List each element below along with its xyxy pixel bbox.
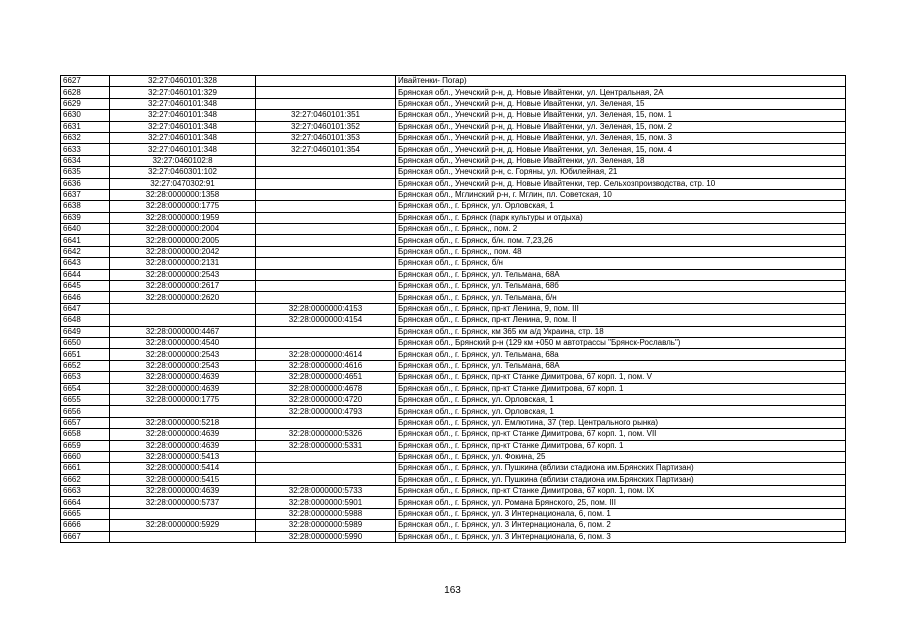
row-number-cell: 6638: [61, 201, 110, 212]
table-row: [61, 144, 846, 155]
cadastral-number-cell: 32:28:0000000:4639: [110, 372, 256, 383]
sub-cadastral-number-cell: 32:28:0000000:4616: [256, 360, 396, 371]
row-number-cell: 6653: [61, 372, 110, 383]
cadastral-number-cell: [110, 315, 256, 326]
table-row: [61, 246, 846, 257]
table-row: [61, 474, 846, 485]
table-row: [61, 212, 846, 223]
table-row: [61, 281, 846, 292]
table-row: [61, 417, 846, 428]
cadastral-number-cell: 32:28:0000000:2617: [110, 281, 256, 292]
address-cell: Брянская обл., Унечский р-н, д. Новые Ивайтенки, ул. Зеленая, 15, пом. 3: [396, 132, 846, 143]
sub-cadastral-number-cell: 32:28:0000000:4154: [256, 315, 396, 326]
address-cell: Брянская обл., г. Брянск, ул. Тельмана, 68а: [396, 349, 846, 360]
sub-cadastral-number-cell: 32:28:0000000:5331: [256, 440, 396, 451]
cadastral-number-cell: 32:28:0000000:2543: [110, 360, 256, 371]
cadastral-number-cell: 32:28:0000000:1775: [110, 201, 256, 212]
cadastral-number-cell: 32:28:0000000:4639: [110, 440, 256, 451]
cadastral-number-cell: 32:27:0470302:91: [110, 178, 256, 189]
table-row: [61, 224, 846, 235]
cadastral-number-cell: 32:27:0460102:8: [110, 155, 256, 166]
table-row: [61, 201, 846, 212]
row-number-cell: 6646: [61, 292, 110, 303]
row-number-cell: 6651: [61, 349, 110, 360]
table-row: [61, 292, 846, 303]
row-number-cell: 6640: [61, 224, 110, 235]
table-row: [61, 463, 846, 474]
row-number-cell: 6634: [61, 155, 110, 166]
address-cell: Брянская обл., г. Брянск, ул. Пушкина (вблизи стадиона им.Брянских Партизан): [396, 474, 846, 485]
address-cell: Брянская обл., г. Брянск, ул. 3 Интернационала, 6, пом. 3: [396, 531, 846, 542]
address-cell: Брянская обл., г. Брянск, ул. Тельмана, б/н: [396, 292, 846, 303]
address-cell: Брянская обл., г. Брянск, ул. Фокина, 25: [396, 451, 846, 462]
sub-cadastral-number-cell: 32:28:0000000:4678: [256, 383, 396, 394]
property-registry-table: [60, 75, 846, 543]
address-cell: Брянская обл., Унечский р-н, д. Новые Ивайтенки, тер. Сельхозпроизводства, стр. 10: [396, 178, 846, 189]
sub-cadastral-number-cell: [256, 201, 396, 212]
cadastral-number-cell: [110, 531, 256, 542]
cadastral-number-cell: 32:28:0000000:4639: [110, 383, 256, 394]
table-row: [61, 406, 846, 417]
sub-cadastral-number-cell: [256, 155, 396, 166]
cadastral-number-cell: 32:28:0000000:2131: [110, 258, 256, 269]
address-cell: Брянская обл., г. Брянск, ул. Тельмана, 68А: [396, 269, 846, 280]
address-cell: Брянская обл., г. Брянск, ул. Орловская, 1: [396, 394, 846, 405]
sub-cadastral-number-cell: [256, 178, 396, 189]
table-row: [61, 497, 846, 508]
table-row: [61, 429, 846, 440]
address-cell: Брянская обл., г. Брянск, пр-кт Станке Димитрова, 67 корп. 1, пом. VII: [396, 429, 846, 440]
table-row: [61, 155, 846, 166]
table-row: [61, 258, 846, 269]
address-cell: Брянская обл., г. Брянск, пр-кт Ленина, 9, пом. III: [396, 303, 846, 314]
table-row: [61, 451, 846, 462]
cadastral-number-cell: [110, 508, 256, 519]
sub-cadastral-number-cell: [256, 212, 396, 223]
cadastral-number-cell: 32:27:0460101:348: [110, 98, 256, 109]
cadastral-number-cell: 32:28:0000000:5413: [110, 451, 256, 462]
row-number-cell: 6641: [61, 235, 110, 246]
address-cell: Брянская обл., Унечский р-н, д. Новые Ивайтенки, ул. Зеленая, 18: [396, 155, 846, 166]
registry-table-body: [61, 76, 846, 543]
table-row: [61, 98, 846, 109]
table-row: [61, 269, 846, 280]
row-number-cell: 6627: [61, 76, 110, 87]
table-row: [61, 167, 846, 178]
cadastral-number-cell: 32:27:0460101:348: [110, 144, 256, 155]
table-row: [61, 76, 846, 87]
page-number: 163: [444, 585, 461, 596]
sub-cadastral-number-cell: [256, 326, 396, 337]
sub-cadastral-number-cell: [256, 167, 396, 178]
sub-cadastral-number-cell: 32:27:0460101:354: [256, 144, 396, 155]
table-row: [61, 486, 846, 497]
row-number-cell: 6659: [61, 440, 110, 451]
address-cell: Брянская обл., г. Брянск, ул. Орловская, 1: [396, 201, 846, 212]
row-number-cell: 6636: [61, 178, 110, 189]
address-cell: Брянская обл., г. Брянск, ул. Орловская, 1: [396, 406, 846, 417]
cadastral-number-cell: 32:27:0460101:348: [110, 110, 256, 121]
cadastral-number-cell: 32:28:0000000:4540: [110, 337, 256, 348]
row-number-cell: 6649: [61, 326, 110, 337]
address-cell: Брянская обл., Мглинский р-н, г. Мглин, пл. Советская, 10: [396, 189, 846, 200]
cadastral-number-cell: 32:28:0000000:2004: [110, 224, 256, 235]
row-number-cell: 6635: [61, 167, 110, 178]
cadastral-number-cell: 32:28:0000000:4467: [110, 326, 256, 337]
sub-cadastral-number-cell: 32:27:0460101:353: [256, 132, 396, 143]
row-number-cell: 6654: [61, 383, 110, 394]
sub-cadastral-number-cell: 32:27:0460101:351: [256, 110, 396, 121]
row-number-cell: 6652: [61, 360, 110, 371]
address-cell: Брянская обл., г. Брянск, ул. Тельмана, 68б: [396, 281, 846, 292]
address-cell: Брянская обл., Унечский р-н, д. Новые Ивайтенки, ул. Зеленая, 15: [396, 98, 846, 109]
cadastral-number-cell: 32:27:0460101:328: [110, 76, 256, 87]
address-cell: Брянская обл., г. Брянск, ул. Романа Брянского, 25, пом. III: [396, 497, 846, 508]
row-number-cell: 6628: [61, 87, 110, 98]
cadastral-number-cell: 32:28:0000000:2042: [110, 246, 256, 257]
sub-cadastral-number-cell: [256, 269, 396, 280]
table-row: [61, 132, 846, 143]
sub-cadastral-number-cell: [256, 292, 396, 303]
cadastral-number-cell: 32:27:0460101:348: [110, 121, 256, 132]
sub-cadastral-number-cell: [256, 281, 396, 292]
row-number-cell: 6639: [61, 212, 110, 223]
sub-cadastral-number-cell: 32:28:0000000:4720: [256, 394, 396, 405]
sub-cadastral-number-cell: 32:28:0000000:4793: [256, 406, 396, 417]
cadastral-number-cell: [110, 303, 256, 314]
table-row: [61, 531, 846, 542]
row-number-cell: 6665: [61, 508, 110, 519]
table-row: [61, 121, 846, 132]
cadastral-number-cell: 32:28:0000000:4639: [110, 486, 256, 497]
sub-cadastral-number-cell: 32:28:0000000:5989: [256, 520, 396, 531]
sub-cadastral-number-cell: [256, 337, 396, 348]
table-row: [61, 440, 846, 451]
table-row: [61, 326, 846, 337]
cadastral-number-cell: 32:28:0000000:5737: [110, 497, 256, 508]
cadastral-number-cell: 32:28:0000000:4639: [110, 429, 256, 440]
table-row: [61, 110, 846, 121]
cadastral-number-cell: 32:28:0000000:1775: [110, 394, 256, 405]
address-cell: Брянская обл., г. Брянск, пр-кт Станке Димитрова, 67 корп. 1: [396, 383, 846, 394]
address-cell: Брянская обл., г. Брянск,, пом. 48: [396, 246, 846, 257]
cadastral-number-cell: 32:27:0460101:329: [110, 87, 256, 98]
address-cell: Брянская обл., г. Брянск, пр-кт Станке Димитрова, 67 корп. 1, пом. IX: [396, 486, 846, 497]
table-row: [61, 383, 846, 394]
address-cell: Брянская обл., г. Брянск, пр-кт Станке Димитрова, 67 корп. 1, пом. V: [396, 372, 846, 383]
cadastral-number-cell: 32:28:0000000:2543: [110, 269, 256, 280]
row-number-cell: 6660: [61, 451, 110, 462]
sub-cadastral-number-cell: 32:28:0000000:5733: [256, 486, 396, 497]
cadastral-number-cell: 32:28:0000000:1959: [110, 212, 256, 223]
address-cell: Брянская обл., Унечский р-н, с. Горяны, ул. Юбилейная, 21: [396, 167, 846, 178]
sub-cadastral-number-cell: 32:28:0000000:5326: [256, 429, 396, 440]
row-number-cell: 6657: [61, 417, 110, 428]
table-row: [61, 337, 846, 348]
address-cell: Брянская обл., г. Брянск, ул. Емлютина, 37 (тер. Центрального рынка): [396, 417, 846, 428]
sub-cadastral-number-cell: [256, 417, 396, 428]
sub-cadastral-number-cell: 32:28:0000000:4153: [256, 303, 396, 314]
sub-cadastral-number-cell: [256, 87, 396, 98]
row-number-cell: 6642: [61, 246, 110, 257]
sub-cadastral-number-cell: 32:28:0000000:4614: [256, 349, 396, 360]
cadastral-number-cell: 32:27:0460301:102: [110, 167, 256, 178]
sub-cadastral-number-cell: [256, 189, 396, 200]
address-cell: Брянская обл., Унечский р-н, д. Новые Ивайтенки, ул. Зеленая, 15, пом. 4: [396, 144, 846, 155]
sub-cadastral-number-cell: [256, 235, 396, 246]
sub-cadastral-number-cell: 32:28:0000000:5901: [256, 497, 396, 508]
table-row: [61, 520, 846, 531]
cadastral-number-cell: 32:28:0000000:2005: [110, 235, 256, 246]
address-cell: Брянская обл., г. Брянск, км 365 км а/д Украина, стр. 18: [396, 326, 846, 337]
cadastral-number-cell: 32:28:0000000:5415: [110, 474, 256, 485]
address-cell: Брянская обл., Унечский р-н, д. Новые Ивайтенки, ул. Зеленая, 15, пом. 2: [396, 121, 846, 132]
address-cell: Брянская обл., Брянский р-н (129 км +050 м автотрассы "Брянск-Рославль"): [396, 337, 846, 348]
cadastral-number-cell: 32:28:0000000:5218: [110, 417, 256, 428]
cadastral-number-cell: [110, 406, 256, 417]
sub-cadastral-number-cell: 32:28:0000000:5988: [256, 508, 396, 519]
row-number-cell: 6648: [61, 315, 110, 326]
row-number-cell: 6664: [61, 497, 110, 508]
table-row: [61, 315, 846, 326]
sub-cadastral-number-cell: 32:28:0000000:4651: [256, 372, 396, 383]
table-row: [61, 189, 846, 200]
cadastral-number-cell: 32:27:0460101:348: [110, 132, 256, 143]
address-cell: Брянская обл., г. Брянск, ул. Тельмана, 68А: [396, 360, 846, 371]
row-number-cell: 6630: [61, 110, 110, 121]
cadastral-number-cell: 32:28:0000000:1358: [110, 189, 256, 200]
sub-cadastral-number-cell: [256, 258, 396, 269]
cadastral-number-cell: 32:28:0000000:2543: [110, 349, 256, 360]
table-row: [61, 303, 846, 314]
sub-cadastral-number-cell: 32:27:0460101:352: [256, 121, 396, 132]
table-row: [61, 349, 846, 360]
address-cell: Брянская обл., г. Брянск (парк культуры и отдыха): [396, 212, 846, 223]
sub-cadastral-number-cell: [256, 474, 396, 485]
sub-cadastral-number-cell: [256, 98, 396, 109]
address-cell: Брянская обл., г. Брянск,, пом. 2: [396, 224, 846, 235]
row-number-cell: 6637: [61, 189, 110, 200]
address-cell: Брянская обл., г. Брянск, пр-кт Станке Димитрова, 67 корп. 1: [396, 440, 846, 451]
address-cell: Брянская обл., г. Брянск, ул. Пушкина (вблизи стадиона им.Брянских Партизан): [396, 463, 846, 474]
row-number-cell: 6633: [61, 144, 110, 155]
row-number-cell: 6667: [61, 531, 110, 542]
address-cell: Ивайтенки- Погар): [396, 76, 846, 87]
row-number-cell: 6663: [61, 486, 110, 497]
table-row: [61, 235, 846, 246]
row-number-cell: 6629: [61, 98, 110, 109]
sub-cadastral-number-cell: [256, 224, 396, 235]
row-number-cell: 6655: [61, 394, 110, 405]
table-row: [61, 372, 846, 383]
cadastral-number-cell: 32:28:0000000:2620: [110, 292, 256, 303]
address-cell: Брянская обл., Унечский р-н, д. Новые Ивайтенки, ул. Центральная, 2А: [396, 87, 846, 98]
table-row: [61, 178, 846, 189]
address-cell: Брянская обл., г. Брянск, б/н: [396, 258, 846, 269]
table-row: [61, 87, 846, 98]
sub-cadastral-number-cell: 32:28:0000000:5990: [256, 531, 396, 542]
table-row: [61, 508, 846, 519]
row-number-cell: 6656: [61, 406, 110, 417]
row-number-cell: 6631: [61, 121, 110, 132]
row-number-cell: 6650: [61, 337, 110, 348]
address-cell: Брянская обл., г. Брянск, ул. 3 Интернационала, 6, пом. 1: [396, 508, 846, 519]
row-number-cell: 6632: [61, 132, 110, 143]
table-row: [61, 394, 846, 405]
row-number-cell: 6645: [61, 281, 110, 292]
address-cell: Брянская обл., г. Брянск, пр-кт Ленина, 9, пом. II: [396, 315, 846, 326]
row-number-cell: 6647: [61, 303, 110, 314]
row-number-cell: 6666: [61, 520, 110, 531]
row-number-cell: 6658: [61, 429, 110, 440]
table-row: [61, 360, 846, 371]
address-cell: Брянская обл., Унечский р-н, д. Новые Ивайтенки, ул. Зеленая, 15, пом. 1: [396, 110, 846, 121]
sub-cadastral-number-cell: [256, 76, 396, 87]
address-cell: Брянская обл., г. Брянск, б/н. пом. 7,23,26: [396, 235, 846, 246]
address-cell: Брянская обл., г. Брянск, ул. 3 Интернационала, 6, пом. 2: [396, 520, 846, 531]
cadastral-number-cell: 32:28:0000000:5414: [110, 463, 256, 474]
cadastral-number-cell: 32:28:0000000:5929: [110, 520, 256, 531]
sub-cadastral-number-cell: [256, 246, 396, 257]
sub-cadastral-number-cell: [256, 463, 396, 474]
sub-cadastral-number-cell: [256, 451, 396, 462]
row-number-cell: 6661: [61, 463, 110, 474]
row-number-cell: 6644: [61, 269, 110, 280]
row-number-cell: 6662: [61, 474, 110, 485]
row-number-cell: 6643: [61, 258, 110, 269]
